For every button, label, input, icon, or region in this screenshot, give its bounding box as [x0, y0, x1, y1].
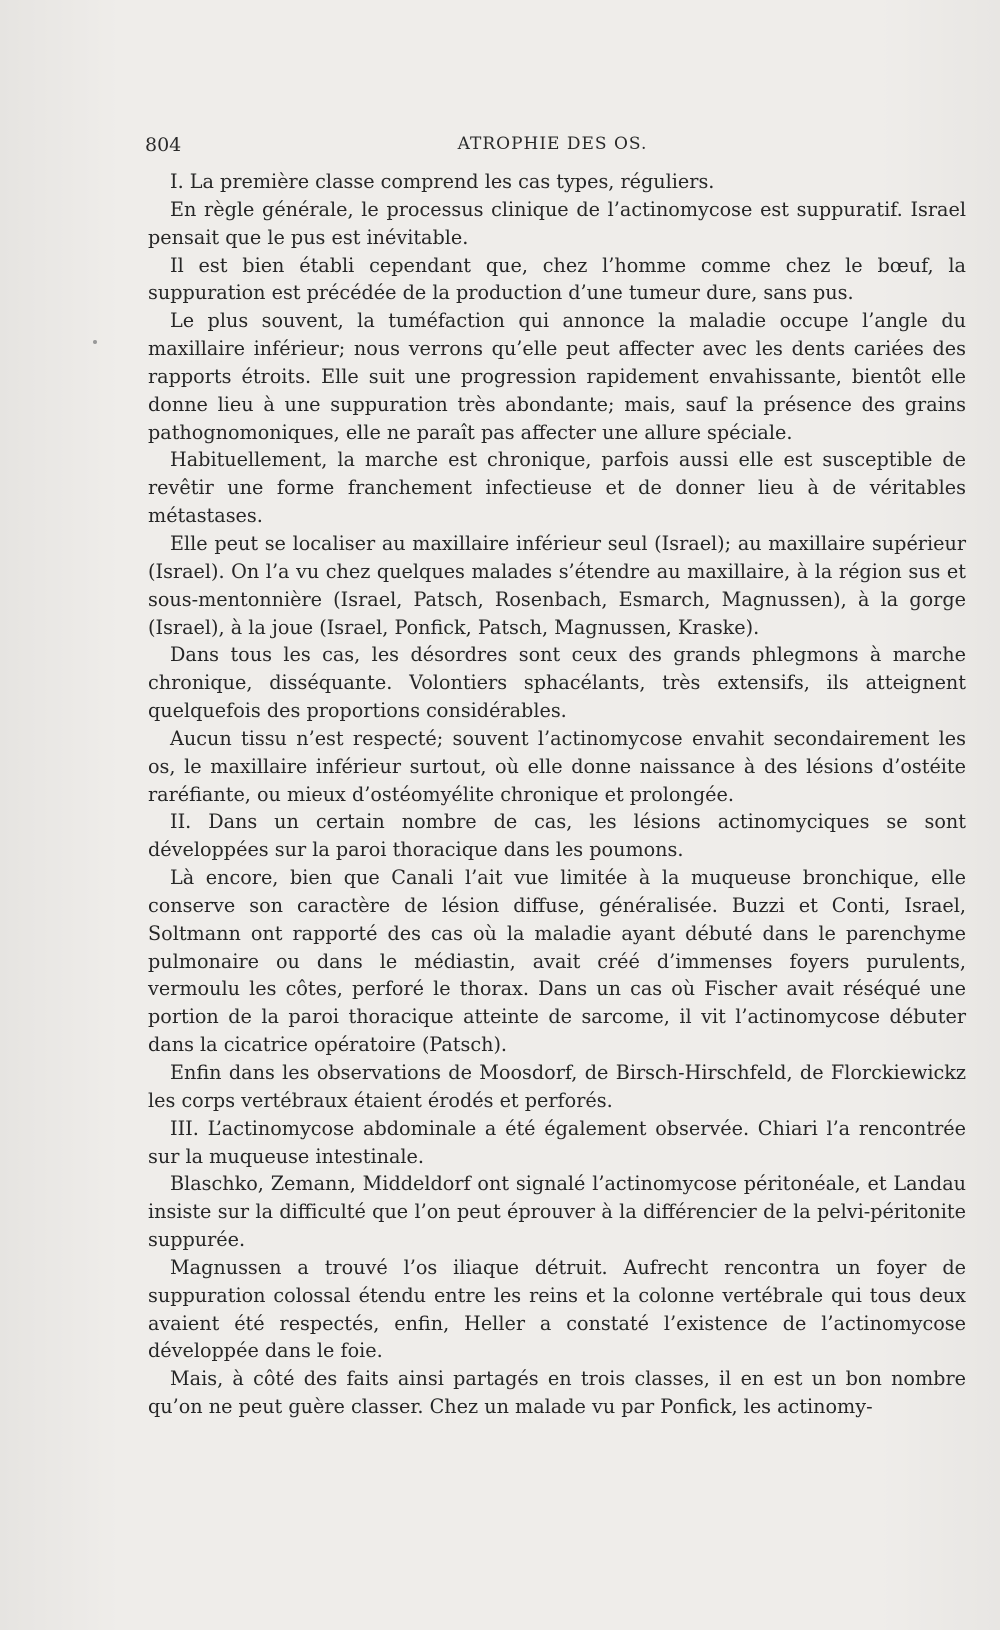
margin-mark	[93, 340, 97, 344]
paragraph: Magnussen a trouvé l’os iliaque détruit. Aufrecht rencontra un foyer de suppuration colossal étendu entre les reins et la colonne vertébrale qui tous deux avaient été respectés, enfin, Heller a constaté l’existence de l’actinomycose développée dans le foie.	[148, 1255, 966, 1363]
paragraph: Enfin dans les observations de Moosdorf, de Birsch-Hirschfeld, de Florckiewickz les corps vertébraux étaient érodés et perforés.	[148, 1061, 966, 1112]
paragraph: Elle peut se localiser au maxillaire inférieur seul (Israel); au maxillaire supérieur (Israel). On l’a vu chez quelques malades s’étendre au maxillaire, à la région sus et sous-mentonnière (Israel, Patsch, Rosenbach, Esmarch, Magnussen), à la gorge (Israel), à la joue (Israel, Ponfick, Patsch, Magnussen, Kraske).	[148, 531, 966, 639]
paragraph: III. L’actinomycose abdominale a été également observée. Chiari l’a rencontrée sur la muqueuse intestinale.	[148, 1116, 966, 1168]
paragraph: Le plus souvent, la tuméfaction qui annonce la maladie occupe l’angle du maxillaire inférieur; nous verrons qu’elle peut affecter avec les dents cariées des rapports étroits. Elle suit une progression rapidement envahissante, bientôt elle donne lieu à une suppuration très abondante; mais, sauf la présence des grains pathognomoniques, elle ne paraît pas affecter une allure spéciale.	[148, 309, 966, 444]
paragraph: Aucun tissu n’est respecté; souvent l’actinomycose envahit secondairement les os, le maxillaire inférieur surtout, où elle donne naissance à des lésions d’ostéite raréfiante, ou mieux d’ostéomyélite chronique et prolongée.	[148, 726, 966, 806]
page-header	[145, 134, 960, 164]
running-title: ATROPHIE DES OS.	[457, 134, 648, 154]
paragraph: En règle générale, le processus clinique de l’actinomycose est suppuratif. Israel pensait que le pus est inévitable.	[148, 197, 966, 249]
paragraph: Habituellement, la marche est chronique, parfois aussi elle est susceptible de revêtir une forme franchement infectieuse et de donner lieu à de véritables métastases.	[148, 448, 966, 528]
body-text	[148, 168, 966, 1421]
paragraph: II. Dans un certain nombre de cas, les lésions actinomyciques se sont développées sur la paroi thoracique dans les poumons.	[148, 810, 966, 862]
page-number: 804	[145, 134, 182, 156]
paragraph: Dans tous les cas, les désordres sont ceux des grands phlegmons à marche chronique, disséquante. Volontiers sphacélants, très extensifs, ils atteignent quelquefois des proportions considérables.	[148, 643, 966, 723]
paragraph: Là encore, bien que Canali l’ait vue limitée à la muqueuse bronchique, elle conserve son caractère de lésion diffuse, généralisée. Buzzi et Conti, Israel, Soltmann ont rapporté des cas où la maladie ayant débuté dans le parenchyme pulmonaire ou dans le médiastin, avait créé d’immenses foyers purulents, vermoulu les côtes, perforé le thorax. Dans un cas où Fischer avait réséqué une portion de la paroi thoracique atteinte de sarcome, il vit l’actinomycose débuter dans la cicatrice opératoire (Patsch).	[148, 866, 966, 1057]
paragraph: I. La première classe comprend les cas types, réguliers.	[170, 170, 715, 193]
paragraph: Il est bien établi cependant que, chez l’homme comme chez le bœuf, la suppuration est précédée de la production d’une tumeur dure, sans pus.	[148, 253, 966, 305]
paragraph: Mais, à côté des faits ainsi partagés en trois classes, il en est un bon nombre qu’on ne peut guère classer. Chez un malade vu par Ponfick, les actinomy-	[148, 1367, 966, 1419]
paragraph: Blaschko, Zemann, Middeldorf ont signalé l’actinomycose péritonéale, et Landau insiste sur la difficulté que l’on peut éprouver à la différencier de la pelvi-péritonite suppurée.	[148, 1172, 966, 1252]
